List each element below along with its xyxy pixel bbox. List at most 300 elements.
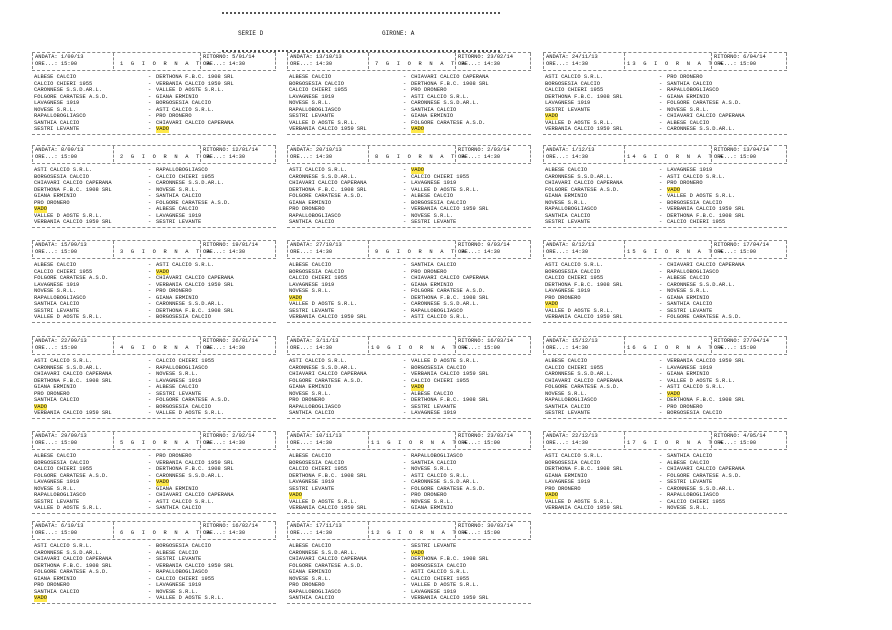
away-team: VERBANIA CALCIO 1959 SRL <box>411 595 489 602</box>
match-separator: - <box>148 199 152 206</box>
home-team: LAVAGNESE 1919 <box>34 479 80 486</box>
away-team: VADO <box>156 479 169 486</box>
giornata-label: 16 G I O R N A T A <box>627 345 725 351</box>
giornata-label: 13 G I O R N A T A <box>627 61 725 67</box>
home-team: SANTHIA CALCIO <box>545 403 591 410</box>
away-team: VALLEE D AOSTE S.R.L. <box>156 595 224 602</box>
round-block-17 <box>543 431 787 521</box>
away-team: LAVAGNESE 1919 <box>667 364 713 371</box>
away-team: SANTHIA CALCIO <box>156 505 202 512</box>
away-team: ALBESE CALCIO <box>156 206 199 213</box>
away-team: GIANA ERMINIO <box>156 93 199 100</box>
ritorno-date: RITORNO: 2/02/14 <box>203 433 255 439</box>
match-separator: - <box>148 479 152 486</box>
away-team: BORGOSESIA CALCIO <box>156 403 211 410</box>
ritorno-box <box>200 146 276 162</box>
andata-time: ORE...: 14:30 <box>290 530 333 536</box>
away-team: LAVAGNESE 1919 <box>156 212 202 219</box>
away-team: SANTHIA CALCIO <box>667 80 713 87</box>
home-team: DERTHONA F.B.C. 1908 SRL <box>289 472 367 479</box>
home-team: ALBESE CALCIO <box>545 358 588 364</box>
giornata-label: 15 G I O R N A T A <box>627 249 725 255</box>
home-team: VADO <box>289 492 302 499</box>
home-team: VERBANIA CALCIO 1959 SRL <box>289 126 367 133</box>
match-row <box>32 410 276 417</box>
match-separator: - <box>148 556 152 563</box>
match-separator: - <box>403 100 407 107</box>
match-separator: - <box>659 173 663 180</box>
home-team: BORGOSESIA CALCIO <box>34 459 89 466</box>
home-team: CARONNESE S.S.D.AR.L. <box>545 371 613 378</box>
home-team: VADO <box>34 595 47 602</box>
andata-box <box>543 241 625 257</box>
giornata-label: 1 G I O R N A T A <box>120 61 213 67</box>
home-team: CALCIO CHIERI 1955 <box>34 80 93 87</box>
away-team: SESTRI LEVANTE <box>411 543 457 549</box>
home-team: ASTI CALCIO S.R.L. <box>545 74 604 80</box>
andata-time: ORE...: 14:30 <box>546 154 589 160</box>
round-block-8 <box>287 145 531 235</box>
andata-date: ANDATA: 1/12/13 <box>546 147 595 153</box>
round-header <box>543 336 787 355</box>
match-list <box>32 74 276 135</box>
round-block-11 <box>287 431 531 521</box>
match-separator: - <box>148 268 152 275</box>
round-block-4 <box>32 336 276 426</box>
match-separator: - <box>659 113 663 120</box>
match-separator: - <box>659 199 663 206</box>
away-team: PRO DRONERO <box>667 180 703 187</box>
match-separator: - <box>403 582 407 589</box>
home-team: GIANA ERMINIO <box>34 193 77 200</box>
ritorno-box <box>711 53 787 69</box>
match-row <box>543 314 787 321</box>
home-team: CALCIO CHIERI 1955 <box>34 268 93 275</box>
home-team: FOLGORE CARATESE A.S.D. <box>34 275 109 282</box>
home-team: NOVESE S.R.L. <box>34 485 77 492</box>
andata-date: ANDATA: 10/11/13 <box>290 433 342 439</box>
match-separator: - <box>403 314 407 321</box>
home-team: SANTHIA CALCIO <box>545 212 591 219</box>
ritorno-date: RITORNO: 12/01/14 <box>203 147 258 153</box>
match-row <box>32 595 276 602</box>
match-separator: - <box>148 87 152 94</box>
match-separator: - <box>659 403 663 410</box>
match-separator: - <box>659 275 663 282</box>
match-separator: - <box>403 113 407 120</box>
ritorno-date: RITORNO: 13/04/14 <box>714 147 769 153</box>
round-header <box>287 431 531 450</box>
match-separator: - <box>659 180 663 187</box>
serie-label: SERIE D <box>238 30 264 37</box>
match-separator: - <box>148 485 152 492</box>
away-team: CALCIO CHIERI 1955 <box>411 173 470 180</box>
home-team: NOVESE S.R.L. <box>34 288 77 295</box>
home-team: GIANA ERMINIO <box>289 384 332 391</box>
home-team: FOLGORE CARATESE A.S.D. <box>34 472 109 479</box>
andata-date: ANDATA: 8/09/13 <box>35 147 84 153</box>
match-separator: - <box>403 87 407 94</box>
match-list <box>287 453 531 514</box>
home-team: SESTRI LEVANTE <box>289 485 335 492</box>
home-team: LAVAGNESE 1919 <box>289 281 335 288</box>
match-separator: - <box>403 562 407 569</box>
match-separator: - <box>659 268 663 275</box>
match-row <box>287 126 531 133</box>
home-team: GIANA ERMINIO <box>34 575 77 582</box>
andata-box <box>32 432 114 448</box>
home-team: ASTI CALCIO S.R.L. <box>289 358 348 364</box>
away-team: PRO DRONERO <box>667 74 703 80</box>
match-separator: - <box>148 80 152 87</box>
giornata-label: 11 G I O R N A T A <box>371 440 469 446</box>
match-separator: - <box>148 371 152 378</box>
home-team: VALLEE D AOSTE S.R.L. <box>34 212 102 219</box>
andata-box <box>32 241 114 257</box>
match-separator: - <box>659 294 663 301</box>
away-team: ASTI CALCIO S.R.L. <box>156 498 215 505</box>
match-separator: - <box>659 390 663 397</box>
match-separator: - <box>659 186 663 193</box>
andata-box <box>32 53 114 69</box>
match-row <box>32 126 276 133</box>
away-team: SANTHIA CALCIO <box>667 453 713 459</box>
away-team: CARONNESE S.S.D.AR.L. <box>156 301 224 308</box>
away-team: CALCIO CHIERI 1955 <box>667 498 726 505</box>
match-separator: - <box>659 459 663 466</box>
home-team: SESTRI LEVANTE <box>545 219 591 226</box>
andata-time: ORE...: 14:30 <box>546 249 589 255</box>
match-row <box>287 505 531 512</box>
match-list <box>32 358 276 419</box>
match-row <box>32 219 276 226</box>
away-team: DERTHONA F.B.C. 1908 SRL <box>667 397 745 404</box>
away-team: SESTRI LEVANTE <box>667 479 713 486</box>
home-team: SANTHIA CALCIO <box>289 595 335 602</box>
match-separator: - <box>659 80 663 87</box>
away-team: CHIAVARI CALCIO CAPERANA <box>667 262 745 268</box>
match-separator: - <box>148 167 152 173</box>
home-team: BORGOSESIA CALCIO <box>545 459 600 466</box>
ritorno-time: ORE...: 14:30 <box>203 61 246 67</box>
away-team: FOLGORE CARATESE A.S.D. <box>156 397 231 404</box>
match-separator: - <box>403 364 407 371</box>
giornata-label: 3 G I O R N A T A <box>120 249 213 255</box>
home-team: RAPALLOBOGLIASCO <box>34 113 86 120</box>
match-separator: - <box>403 358 407 364</box>
match-separator: - <box>403 466 407 473</box>
home-team: SESTRI LEVANTE <box>289 113 335 120</box>
match-separator: - <box>403 106 407 113</box>
match-separator: - <box>148 595 152 602</box>
match-row <box>543 126 787 133</box>
match-separator: - <box>659 212 663 219</box>
home-team: PRO DRONERO <box>545 294 581 301</box>
home-team: SANTHIA CALCIO <box>289 219 335 226</box>
home-team: ASTI CALCIO S.R.L. <box>545 262 604 268</box>
away-team: PRO DRONERO <box>156 453 192 459</box>
home-team: CHIAVARI CALCIO CAPERANA <box>34 371 112 378</box>
away-team: VALLEE D AOSTE S.R.L. <box>667 193 735 200</box>
match-separator: - <box>148 219 152 226</box>
match-separator: - <box>148 74 152 80</box>
away-team: CARONNESE S.S.D.AR.L. <box>667 485 735 492</box>
home-team: SANTHIA CALCIO <box>34 588 80 595</box>
home-team: PRO DRONERO <box>289 582 325 589</box>
home-team: NOVESE S.R.L. <box>545 199 588 206</box>
giornata-label: 12 G I O R N A T A <box>371 530 469 536</box>
andata-date: ANDATA: 29/09/13 <box>35 433 87 439</box>
away-team: BORGOSESIA CALCIO <box>667 199 722 206</box>
match-separator: - <box>403 543 407 549</box>
away-team: CHIAVARI CALCIO CAPERANA <box>667 113 745 120</box>
home-team: BORGOSESIA CALCIO <box>289 80 344 87</box>
home-team: BORGOSESIA CALCIO <box>545 268 600 275</box>
away-team: VADO <box>411 384 424 391</box>
match-separator: - <box>659 364 663 371</box>
ritorno-box <box>455 522 531 538</box>
round-header <box>287 521 531 540</box>
ritorno-time: ORE...: 14:30 <box>203 440 246 446</box>
away-team: SANTHIA CALCIO <box>411 459 457 466</box>
match-separator: - <box>148 492 152 499</box>
round-block-14 <box>543 145 787 235</box>
match-separator: - <box>659 281 663 288</box>
match-separator: - <box>148 543 152 549</box>
ritorno-time: ORE...: 15:00 <box>714 249 757 255</box>
away-team: DERTHONA F.B.C. 1908 SRL <box>411 556 489 563</box>
ritorno-box <box>200 241 276 257</box>
match-separator: - <box>403 74 407 80</box>
match-list <box>32 167 276 228</box>
ritorno-date: RITORNO: 5/01/14 <box>203 54 255 60</box>
match-separator: - <box>148 588 152 595</box>
match-separator: - <box>659 126 663 133</box>
ritorno-time: ORE...: 14:30 <box>203 345 246 351</box>
match-separator: - <box>403 485 407 492</box>
match-separator: - <box>659 93 663 100</box>
match-separator: - <box>659 498 663 505</box>
home-team: VERBANIA CALCIO 1959 SRL <box>289 314 367 321</box>
home-team: SESTRI LEVANTE <box>545 410 591 417</box>
away-team: LAVAGNESE 1919 <box>667 167 713 173</box>
home-team: ALBESE CALCIO <box>289 262 332 268</box>
match-separator: - <box>403 556 407 563</box>
andata-date: ANDATA: 8/12/13 <box>546 242 595 248</box>
match-separator: - <box>148 549 152 556</box>
match-separator: - <box>659 485 663 492</box>
away-team: VERBANIA CALCIO 1959 SRL <box>667 206 745 213</box>
home-team: CHIAVARI CALCIO CAPERANA <box>34 556 112 563</box>
match-row <box>543 219 787 226</box>
andata-date: ANDATA: 20/10/13 <box>290 147 342 153</box>
match-separator: - <box>403 569 407 576</box>
match-separator: - <box>659 106 663 113</box>
match-separator: - <box>148 582 152 589</box>
ritorno-box <box>711 337 787 353</box>
match-separator: - <box>148 562 152 569</box>
match-separator: - <box>403 505 407 512</box>
away-team: CALCIO CHIERI 1955 <box>411 377 470 384</box>
round-block-2 <box>32 145 276 235</box>
match-row <box>32 314 276 321</box>
match-separator: - <box>148 472 152 479</box>
match-separator: - <box>148 126 152 133</box>
match-separator: - <box>403 206 407 213</box>
away-team: VADO <box>667 390 680 397</box>
away-team: NOVESE S.R.L. <box>667 288 710 295</box>
match-separator: - <box>148 390 152 397</box>
andata-box <box>32 146 114 162</box>
ritorno-box <box>200 337 276 353</box>
match-separator: - <box>148 358 152 364</box>
home-team: RAPALLOBOGLIASCO <box>289 106 341 113</box>
home-team: SANTHIA CALCIO <box>34 301 80 308</box>
home-team: ALBESE CALCIO <box>289 453 332 459</box>
andata-time: ORE...: 14:30 <box>290 61 333 67</box>
round-header <box>32 240 276 259</box>
home-team: RAPALLOBOGLIASCO <box>289 212 341 219</box>
match-separator: - <box>403 281 407 288</box>
home-team: CARONNESE S.S.D.AR.L. <box>545 173 613 180</box>
andata-box <box>287 146 369 162</box>
match-separator: - <box>148 459 152 466</box>
away-team: GIANA ERMINIO <box>411 113 454 120</box>
away-team: NOVESE S.R.L. <box>411 466 454 473</box>
home-team: VERBANIA CALCIO 1959 SRL <box>34 410 112 417</box>
home-team: LAVAGNESE 1919 <box>34 100 80 107</box>
home-team: FOLGORE CARATESE A.S.D. <box>34 93 109 100</box>
ritorno-time: ORE...: 15:00 <box>714 61 757 67</box>
andata-box <box>287 432 369 448</box>
ritorno-time: ORE...: 14:30 <box>458 154 501 160</box>
home-team: LAVAGNESE 1919 <box>34 281 80 288</box>
ritorno-time: ORE...: 15:00 <box>458 440 501 446</box>
away-team: NOVESE S.R.L. <box>667 106 710 113</box>
match-row <box>543 505 787 512</box>
match-separator: - <box>403 288 407 295</box>
match-separator: - <box>148 453 152 459</box>
giornata-label: 9 G I O R N A T A <box>375 249 468 255</box>
ritorno-date: RITORNO: 17/04/14 <box>714 242 769 248</box>
ritorno-box <box>200 522 276 538</box>
andata-box <box>32 522 114 538</box>
andata-box <box>287 522 369 538</box>
away-team: ALBESE CALCIO <box>411 390 454 397</box>
match-separator: - <box>148 410 152 417</box>
home-team: PRO DRONERO <box>34 390 70 397</box>
home-team: LAVAGNESE 1919 <box>289 479 335 486</box>
home-team: DERTHONA F.B.C. 1908 SRL <box>34 186 112 193</box>
away-team: VALLEE D AOSTE S.R.L. <box>156 87 224 94</box>
away-team: CARONNESE S.S.D.AR.L. <box>411 479 479 486</box>
round-block-15 <box>543 240 787 330</box>
away-team: ASTI CALCIO S.R.L. <box>411 472 470 479</box>
match-separator: - <box>659 466 663 473</box>
away-team: CARONNESE S.S.D.AR.L. <box>156 472 224 479</box>
home-team: CARONNESE S.S.D.AR.L. <box>289 364 357 371</box>
ritorno-time: ORE...: 15:00 <box>714 440 757 446</box>
match-separator: - <box>403 384 407 391</box>
ritorno-date: RITORNO: 4/05/14 <box>714 433 766 439</box>
andata-box <box>287 337 369 353</box>
ritorno-date: RITORNO: 27/04/14 <box>714 338 769 344</box>
away-team: ASTI CALCIO S.R.L. <box>667 384 726 391</box>
match-separator: - <box>403 403 407 410</box>
away-team: VERBANIA CALCIO 1959 SRL <box>156 281 234 288</box>
andata-time: ORE...: 14:30 <box>290 345 333 351</box>
home-team: CHIAVARI CALCIO CAPERANA <box>545 180 623 187</box>
home-team: ALBESE CALCIO <box>34 453 77 459</box>
match-separator: - <box>403 80 407 87</box>
away-team: SESTRI LEVANTE <box>156 556 202 563</box>
round-header <box>32 521 276 540</box>
andata-box <box>287 53 369 69</box>
andata-time: ORE...: 14:30 <box>546 61 589 67</box>
away-team: GIANA ERMINIO <box>667 371 710 378</box>
home-team: FOLGORE CARATESE A.S.D. <box>289 193 364 200</box>
ritorno-box <box>455 53 531 69</box>
andata-box <box>543 146 625 162</box>
ritorno-time: ORE...: 15:00 <box>458 530 501 536</box>
away-team: SESTRI LEVANTE <box>156 390 202 397</box>
home-team: ASTI CALCIO S.R.L. <box>34 543 93 549</box>
away-team: FOLGORE CARATESE A.S.D. <box>667 100 742 107</box>
away-team: FOLGORE CARATESE A.S.D. <box>411 485 486 492</box>
round-header <box>32 52 276 71</box>
home-team: DERTHONA F.B.C. 1908 SRL <box>545 466 623 473</box>
away-team: FOLGORE CARATESE A.S.D. <box>667 472 742 479</box>
andata-time: ORE...: 15:00 <box>35 154 78 160</box>
match-separator: - <box>148 180 152 187</box>
ritorno-box <box>711 241 787 257</box>
match-separator: - <box>403 173 407 180</box>
match-separator: - <box>403 212 407 219</box>
home-team: NOVESE S.R.L. <box>289 288 332 295</box>
andata-time: ORE...: 14:30 <box>290 249 333 255</box>
home-team: LAVAGNESE 1919 <box>545 288 591 295</box>
away-team: SESTRI LEVANTE <box>411 403 457 410</box>
away-team: LAVAGNESE 1919 <box>156 582 202 589</box>
round-header <box>32 431 276 450</box>
away-team: RAPALLOBOGLIASCO <box>156 569 208 576</box>
round-block-5 <box>32 431 276 521</box>
home-team: ASTI CALCIO S.R.L. <box>545 453 604 459</box>
match-separator: - <box>148 403 152 410</box>
away-team: FOLGORE CARATESE A.S.D. <box>156 199 231 206</box>
match-separator: - <box>403 294 407 301</box>
home-team: CARONNESE S.S.D.AR.L. <box>289 173 357 180</box>
ritorno-box <box>455 146 531 162</box>
home-team: ALBESE CALCIO <box>289 543 332 549</box>
home-team: GIANA ERMINIO <box>545 193 588 200</box>
match-separator: - <box>403 549 407 556</box>
home-team: ALBESE CALCIO <box>289 74 332 80</box>
ritorno-box <box>455 241 531 257</box>
match-separator: - <box>403 307 407 314</box>
home-team: RAPALLOBOGLIASCO <box>34 294 86 301</box>
home-team: VADO <box>34 206 47 213</box>
match-separator: - <box>148 377 152 384</box>
andata-date: ANDATA: 22/09/13 <box>35 338 87 344</box>
home-team: NOVESE S.R.L. <box>289 390 332 397</box>
away-team: RAPALLOBOGLIASCO <box>411 307 463 314</box>
away-team: VERBANIA CALCIO 1959 SRL <box>667 358 745 364</box>
away-team: ASTI CALCIO S.R.L. <box>411 569 470 576</box>
match-separator: - <box>148 364 152 371</box>
away-team: NOVESE S.R.L. <box>411 498 454 505</box>
match-separator: - <box>403 595 407 602</box>
